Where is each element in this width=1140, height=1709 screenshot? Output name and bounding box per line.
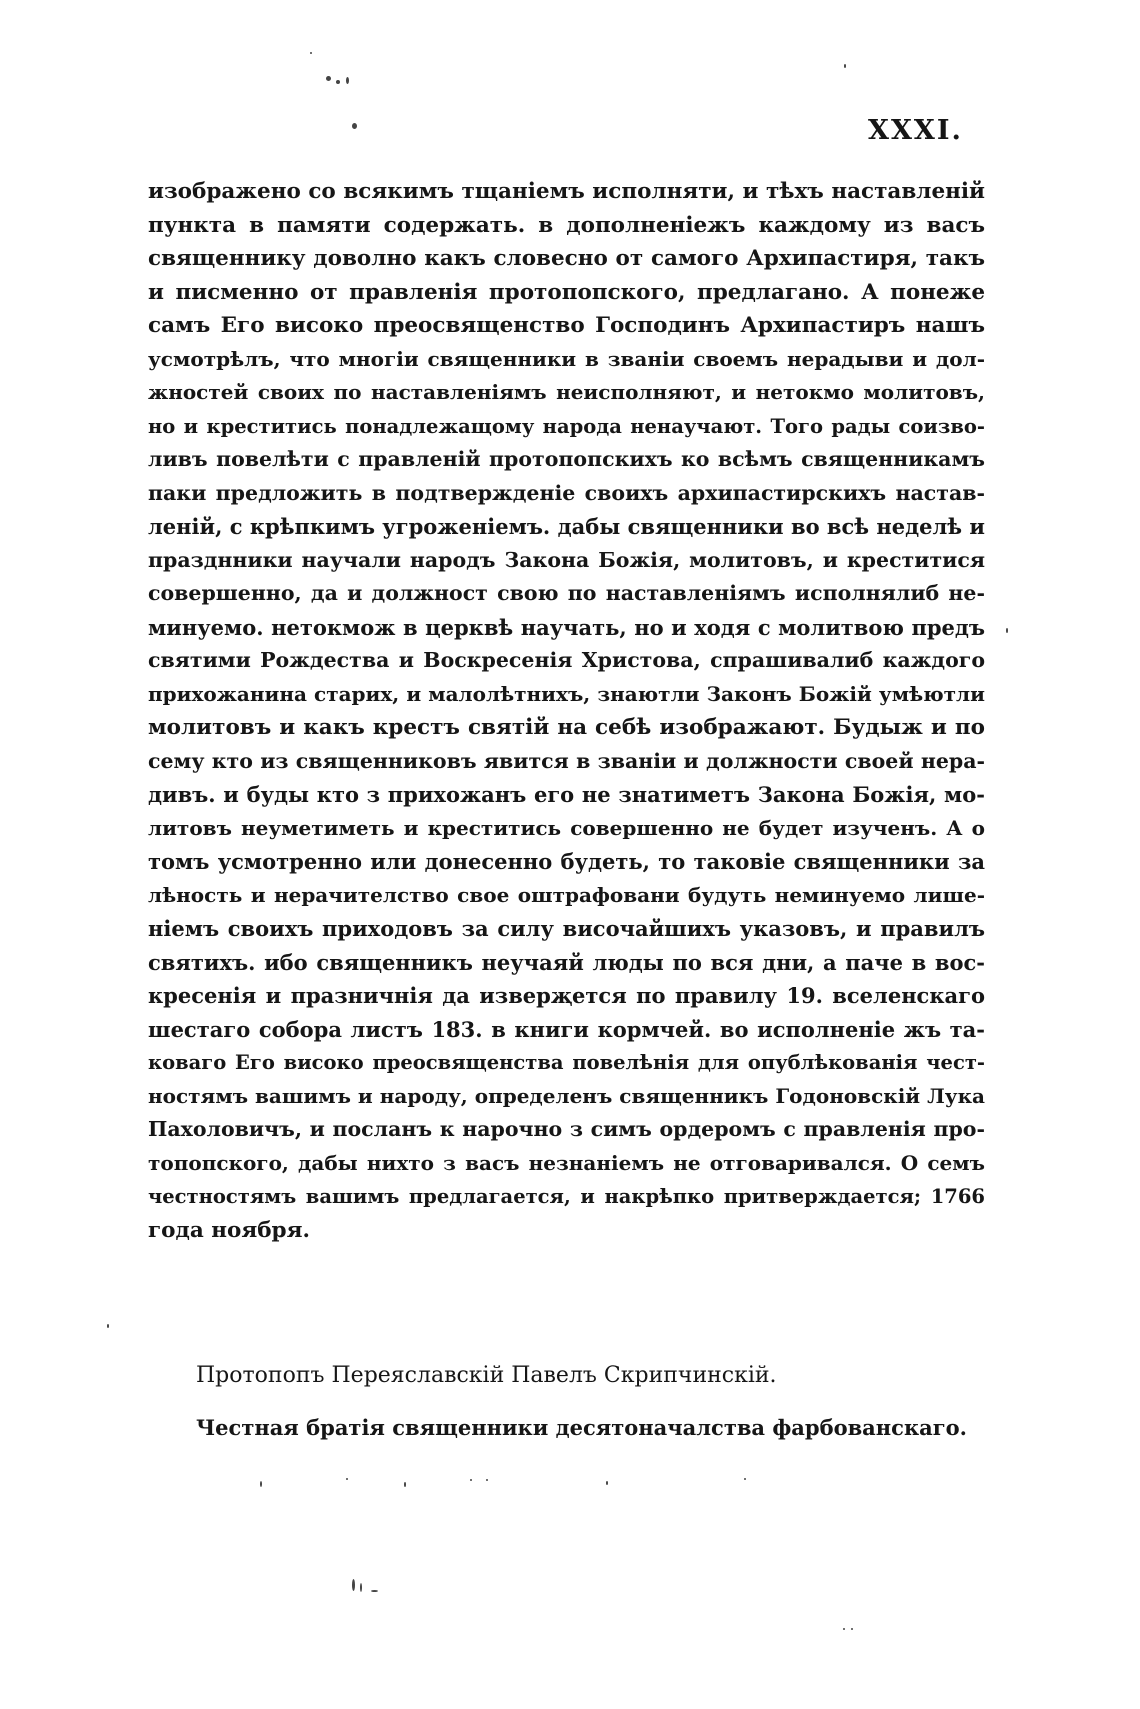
ink-speck <box>336 80 340 84</box>
text-line: дивъ. и буды кто з прихожанъ его не знатиметъ Закона Божія, мо- <box>148 782 985 807</box>
text-line: празднники научали народъ Закона Божія, молитовъ, и креститися <box>148 547 985 572</box>
text-line: года ноября. <box>148 1217 310 1243</box>
body-text <box>148 175 985 1247</box>
ink-speck <box>310 52 312 54</box>
text-line: ностямъ вашимъ и народу, определенъ священникъ Годоновскій Лука <box>148 1083 985 1108</box>
text-line: жностей своих по наставленіямъ неисполняют, и нетокмо молитовъ, <box>148 380 985 404</box>
ink-speck <box>844 64 846 68</box>
page-number: XXXI. <box>868 115 963 146</box>
text-line: усмотрѣлъ, что многіи священники в званіи своемъ нерадыви и дол- <box>148 346 985 371</box>
ink-speck <box>851 1628 853 1630</box>
text-line: кресенія и празничнія да изверҗется по правилу 19. вселенскаго <box>148 983 985 1008</box>
text-line: шестаго собора листъ 183. в книги кормчей. во исполненіе жъ та- <box>148 1016 985 1042</box>
text-line: честностямъ вашимъ предлагается, и накрѣпко притверждается; 1766 <box>148 1185 985 1208</box>
text-line: коваго Его високо преосвященства повелѣнія для опублѣкованія чест- <box>148 1051 985 1074</box>
text-line: леній, с крѣпкимъ угроженіемъ. дабы священники во всѣ неделѣ и <box>148 514 985 539</box>
ink-speck <box>360 1583 362 1592</box>
text-line: минуемо. нетокмож в церквѣ научать, но и ходя с молитвою предъ <box>148 614 985 640</box>
text-line: прихожанина старих, и малолѣтнихъ, знаютли Законъ Божій умѣютли <box>148 681 985 706</box>
ink-speck <box>744 1478 746 1480</box>
text-line: паки предложить в подтвержденіе своихъ архипастирскихъ настав- <box>148 480 985 505</box>
ink-speck <box>346 1478 348 1480</box>
ink-speck <box>486 1479 488 1481</box>
ink-speck <box>260 1481 262 1487</box>
text-line: самъ Его високо преосвященство Господинъ Архипастиръ нашъ <box>148 313 985 338</box>
text-line: топопского, дабы нихто з васъ незнаніемъ не отговаривался. О семъ <box>148 1150 985 1175</box>
text-line: Пахоловичъ, и посланъ к нарочно з симъ ордеромъ с правленія про- <box>148 1117 985 1141</box>
ink-speck <box>606 1481 608 1485</box>
signature-line: Протопопъ Переяславскій Павелъ Скрипчинскій. <box>196 1363 777 1388</box>
ink-speck <box>107 1324 109 1328</box>
text-line: святими Рождества и Воскресенія Христова, спрашивалиб каждого <box>148 648 985 672</box>
ink-speck <box>346 77 349 84</box>
ink-speck <box>352 123 357 129</box>
text-line: пункта в памяти содержать. в дополненіежъ каждому из васъ <box>148 212 985 238</box>
text-line: литовъ неуметиметь и креститись совершенно не будет изученъ. А о <box>148 815 985 840</box>
text-line: совершенно, да и должност свою по наставленіямъ исполнялиб не- <box>148 581 985 605</box>
text-line: ливъ повелѣти с правленій протопопскихъ ко всѣмъ священникамъ <box>148 447 985 471</box>
ink-speck <box>371 1590 378 1592</box>
ink-speck <box>352 1579 355 1591</box>
text-line: ніемъ своихъ приходовъ за силу височайшихъ указовъ, и правилъ <box>148 916 985 941</box>
text-line: и писменно от правленія протопопского, предлагано. А понеже <box>148 279 985 305</box>
ink-speck <box>843 1628 845 1630</box>
text-line: молитовъ и какъ крестъ святій на себѣ изображают. Будыж и по <box>148 715 985 740</box>
addressee-line: Честная братія священники десятоначалства фарбованскаго. <box>196 1415 967 1440</box>
text-line: святихъ. ибо священникъ неучаяй люды по вся дни, а паче в вос- <box>148 949 985 975</box>
ink-speck <box>326 76 331 81</box>
text-line: изображено со всякимъ тщаніемъ исполняти, и тѣхъ наставленій <box>148 179 985 204</box>
text-line: сему кто из священниковъ явится в званіи и должности своей нера- <box>148 748 985 773</box>
ink-speck <box>1006 628 1008 633</box>
text-line: но и креститись понадлежащому народа ненаучают. Того рады соизво- <box>148 414 985 438</box>
text-line: томъ усмотренно или донесенно будеть, то таковіе священники за <box>148 849 985 874</box>
ink-speck <box>470 1479 472 1481</box>
text-line: лѣность и нерачителство свое оштрафовани будуть неминуемо лише- <box>148 882 985 907</box>
ink-speck <box>404 1482 406 1487</box>
text-line: священнику доволно какъ словесно от самого Архипастиря, такъ <box>148 246 985 271</box>
